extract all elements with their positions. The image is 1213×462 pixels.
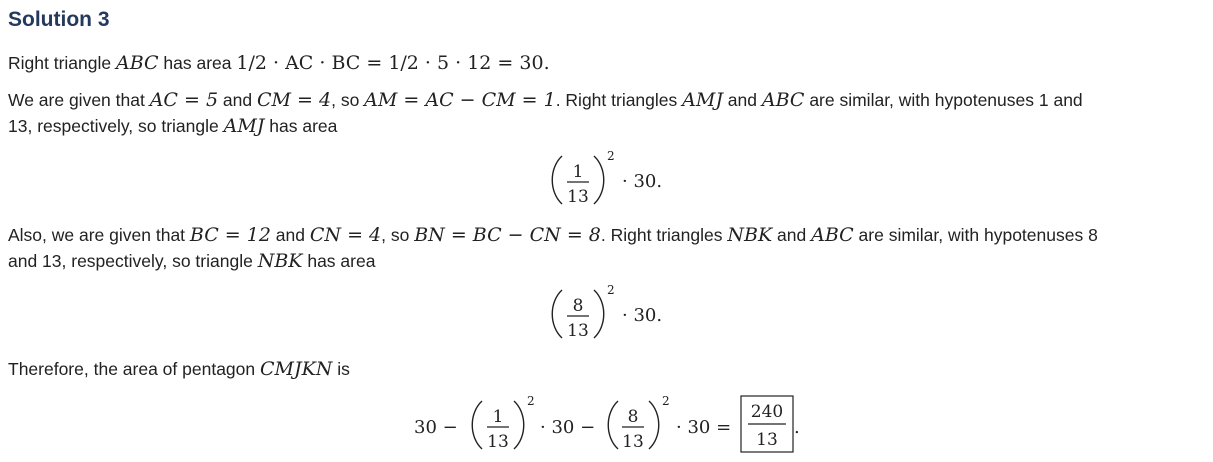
math-inline: CM = 4	[257, 89, 332, 111]
math-inline: NBK	[727, 224, 773, 246]
text: has area	[158, 53, 237, 73]
text: and	[772, 225, 812, 245]
text: are similar, with hypotenuses 1 and	[804, 90, 1083, 110]
fraction-denominator: 13	[622, 432, 644, 452]
right-paren	[514, 401, 524, 449]
math-inline: CMJKN	[259, 358, 333, 380]
fraction-numerator: 8	[627, 407, 639, 427]
equation-lead: 30 −	[414, 417, 458, 438]
text: and	[722, 90, 762, 110]
text: is	[332, 359, 350, 379]
math-inline: 1/2 · AC · BC = 1/2 · 5 · 12 = 30.	[236, 52, 550, 74]
fraction-denominator: 13	[567, 187, 589, 207]
math-inline: BC = 12	[189, 224, 271, 246]
paragraph-amj	[8, 87, 1208, 139]
equation-end: .	[794, 417, 800, 438]
right-paren	[594, 290, 604, 338]
equation-mid: · 30 −	[540, 417, 596, 438]
exponent: 2	[607, 283, 615, 297]
text: , so	[331, 90, 365, 110]
math-inline: ABC	[761, 89, 805, 111]
equation-tail: · 30 =	[676, 417, 732, 438]
math-inline: CN = 4	[309, 224, 382, 246]
answer-denominator: 13	[756, 430, 778, 450]
math-inline: AC = 5	[149, 89, 219, 111]
right-paren	[649, 401, 659, 449]
equation-rest: · 30.	[622, 171, 663, 192]
left-paren	[472, 401, 482, 449]
text: , so	[381, 225, 415, 245]
left-paren	[608, 401, 618, 449]
paragraph-pentagon	[8, 356, 1208, 382]
solution-heading: Solution 3	[8, 8, 110, 31]
text: . Right triangles	[600, 225, 728, 245]
left-paren	[552, 156, 562, 204]
exponent: 2	[662, 394, 670, 408]
equation-nbk-area	[548, 282, 678, 344]
text: are similar, with hypotenuses 8	[853, 225, 1098, 245]
text: Right triangle	[8, 53, 116, 73]
equation-amj-area	[548, 148, 678, 210]
text: and 13, respectively, so triangle	[8, 251, 258, 271]
math-inline: BN = BC − CN = 8	[414, 224, 601, 246]
answer-numerator: 240	[750, 402, 784, 422]
exponent: 2	[527, 394, 535, 408]
fraction-numerator: 1	[492, 407, 504, 427]
text: has area	[264, 116, 338, 136]
paragraph-nbk	[8, 222, 1208, 274]
text: We are given that	[8, 90, 150, 110]
text: Therefore, the area of pentagon	[8, 359, 260, 379]
fraction-denominator: 13	[487, 432, 509, 452]
text: and	[270, 225, 310, 245]
fraction-numerator: 8	[572, 296, 584, 316]
math-inline: AM = AC − CM = 1	[364, 89, 556, 111]
text: 13, respectively, so triangle	[8, 116, 224, 136]
left-paren	[552, 290, 562, 338]
right-paren	[594, 156, 604, 204]
math-inline: NBK	[257, 250, 303, 272]
paragraph-triangle-area	[8, 50, 1208, 76]
text: Also, we are given that	[8, 225, 190, 245]
math-inline: ABC	[115, 52, 159, 74]
fraction-denominator: 13	[567, 321, 589, 341]
exponent: 2	[607, 149, 615, 163]
math-inline: AMJ	[223, 115, 265, 137]
equation-pentagon-area	[410, 392, 810, 456]
text: and	[218, 90, 257, 110]
fraction-numerator: 1	[572, 162, 584, 182]
text: . Right triangles	[555, 90, 683, 110]
math-inline: AMJ	[682, 89, 723, 111]
text: has area	[302, 251, 376, 271]
equation-rest: · 30.	[622, 305, 663, 326]
math-inline: ABC	[811, 224, 854, 246]
